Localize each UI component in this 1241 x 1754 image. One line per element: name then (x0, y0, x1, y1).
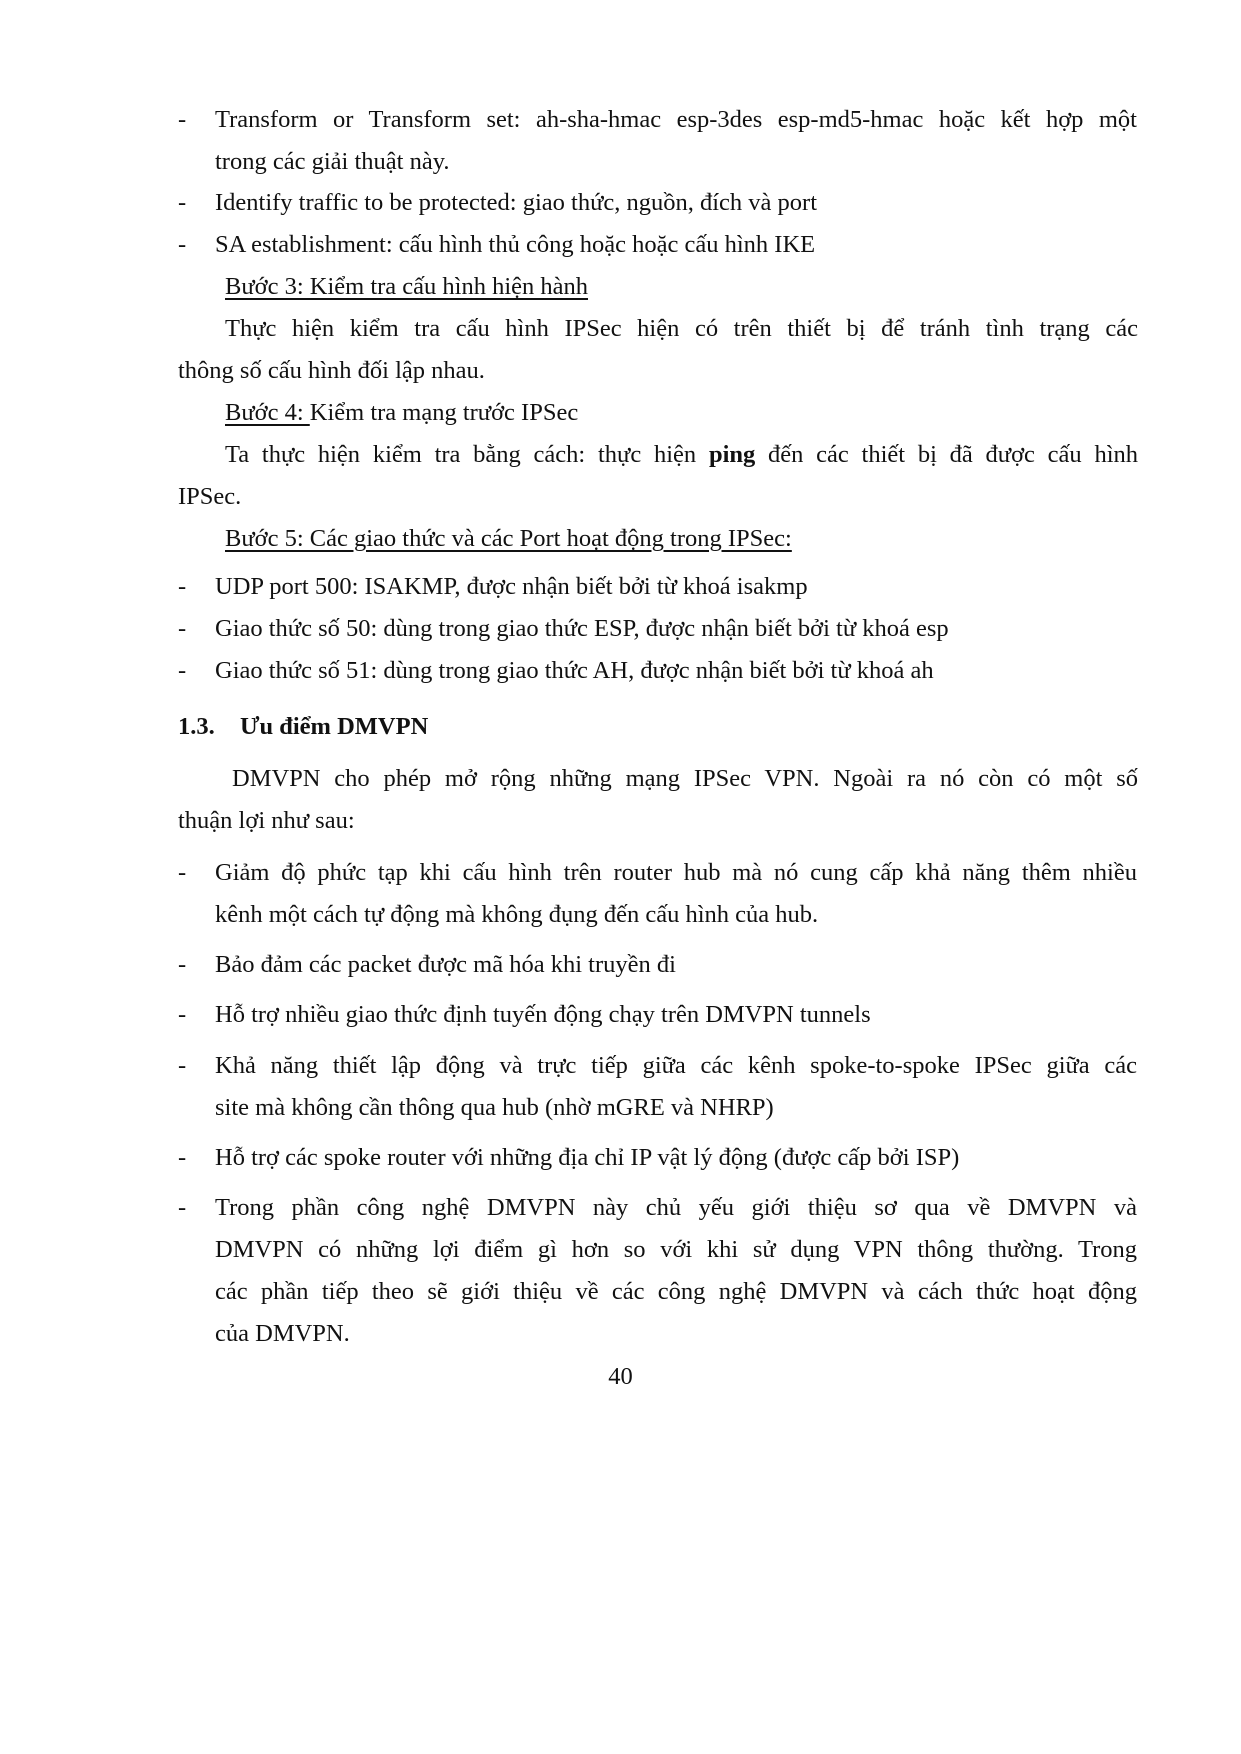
section-title: Ưu điểm DMVPN (240, 713, 429, 740)
step5-heading: Bước 5: Các giao thức và các Port hoạt động trong IPSec: (225, 525, 792, 552)
bullet-protocol-51: Giao thức số 51: dùng trong giao thức AH, được nhận biết bởi từ khoá ah (215, 657, 934, 684)
bullet-marker: - (178, 951, 187, 978)
step4-paragraph-line2: IPSec. (178, 483, 242, 510)
bullet-marker: - (178, 1001, 187, 1028)
bullet-marker: - (178, 1194, 187, 1221)
summary-line4: của DMVPN. (215, 1320, 350, 1347)
bullet-marker: - (178, 231, 187, 258)
bullet-marker: - (178, 1052, 187, 1079)
bullet-marker: - (178, 657, 187, 684)
ping-keyword: ping (708, 441, 756, 468)
step4-heading (225, 398, 578, 428)
step4-heading-label: Bước 4: (225, 399, 310, 426)
summary-line2: DMVPN có những lợi điểm gì hơn so với khi sử dụng VPN thông thường. Trong (215, 1236, 1137, 1263)
bullet-identify-traffic: Identify traffic to be protected: giao thức, nguồn, đích và port (215, 189, 817, 216)
advantage-spoke-to-spoke-line1: Khả năng thiết lập động và trực tiếp giữa các kênh spoke-to-spoke IPSec giữa các (215, 1052, 1137, 1079)
step4-text-pre: Ta thực hiện kiểm tra bằng cách: thực hiện (225, 441, 709, 468)
advantage-reduce-complexity-line1: Giảm độ phức tạp khi cấu hình trên router hub mà nó cung cấp khả năng thêm nhiều (215, 859, 1137, 886)
bullet-udp-500: UDP port 500: ISAKMP, được nhận biết bởi từ khoá isakmp (215, 573, 808, 600)
bullet-marker: - (178, 573, 187, 600)
bullet-protocol-50: Giao thức số 50: dùng trong giao thức ESP, được nhận biết bởi từ khoá esp (215, 615, 949, 642)
bullet-transform-set-line2: trong các giải thuật này. (215, 148, 450, 175)
section-intro-line2: thuận lợi như sau: (178, 807, 355, 834)
bullet-marker: - (178, 1144, 187, 1171)
section-intro-line1: DMVPN cho phép mở rộng những mạng IPSec VPN. Ngoài ra nó còn có một số (232, 765, 1138, 792)
advantage-dynamic-routing: Hỗ trợ nhiều giao thức định tuyến động chạy trên DMVPN tunnels (215, 1001, 871, 1028)
section-number: 1.3. (178, 713, 215, 740)
summary-line1: Trong phần công nghệ DMVPN này chủ yếu giới thiệu sơ qua về DMVPN và (215, 1194, 1137, 1221)
bullet-transform-set-line1: Transform or Transform set: ah-sha-hmac esp-3des esp-md5-hmac hoặc kết hợp một (215, 106, 1137, 133)
bullet-marker: - (178, 106, 187, 133)
bullet-marker: - (178, 189, 187, 216)
advantage-dynamic-ip: Hỗ trợ các spoke router với những địa chỉ IP vật lý động (được cấp bởi ISP) (215, 1144, 960, 1171)
page-number: 40 (608, 1363, 633, 1390)
bullet-marker: - (178, 615, 187, 642)
advantage-spoke-to-spoke-line2: site mà không cần thông qua hub (nhờ mGRE và NHRP) (215, 1094, 774, 1121)
summary-line3: các phần tiếp theo sẽ giới thiệu về các công nghệ DMVPN và cách thức hoạt động (215, 1278, 1137, 1305)
step3-paragraph-line2: thông số cấu hình đối lập nhau. (178, 357, 485, 384)
step4-paragraph-line1 (225, 440, 1138, 470)
step3-heading: Bước 3: Kiểm tra cấu hình hiện hành (225, 273, 589, 300)
step4-heading-text: Kiểm tra mạng trước IPSec (309, 399, 579, 426)
step4-text-post: đến các thiết bị đã được cấu hình (755, 441, 1139, 468)
advantage-reduce-complexity-line2: kênh một cách tự động mà không đụng đến cấu hình của hub. (215, 901, 819, 928)
bullet-marker: - (178, 859, 187, 886)
advantage-encryption: Bảo đảm các packet được mã hóa khi truyền đi (215, 951, 676, 978)
step3-paragraph-line1: Thực hiện kiểm tra cấu hình IPSec hiện có trên thiết bị để tránh tình trạng các (225, 315, 1138, 342)
bullet-sa-establishment: SA establishment: cấu hình thủ công hoặc hoặc cấu hình IKE (215, 231, 816, 258)
